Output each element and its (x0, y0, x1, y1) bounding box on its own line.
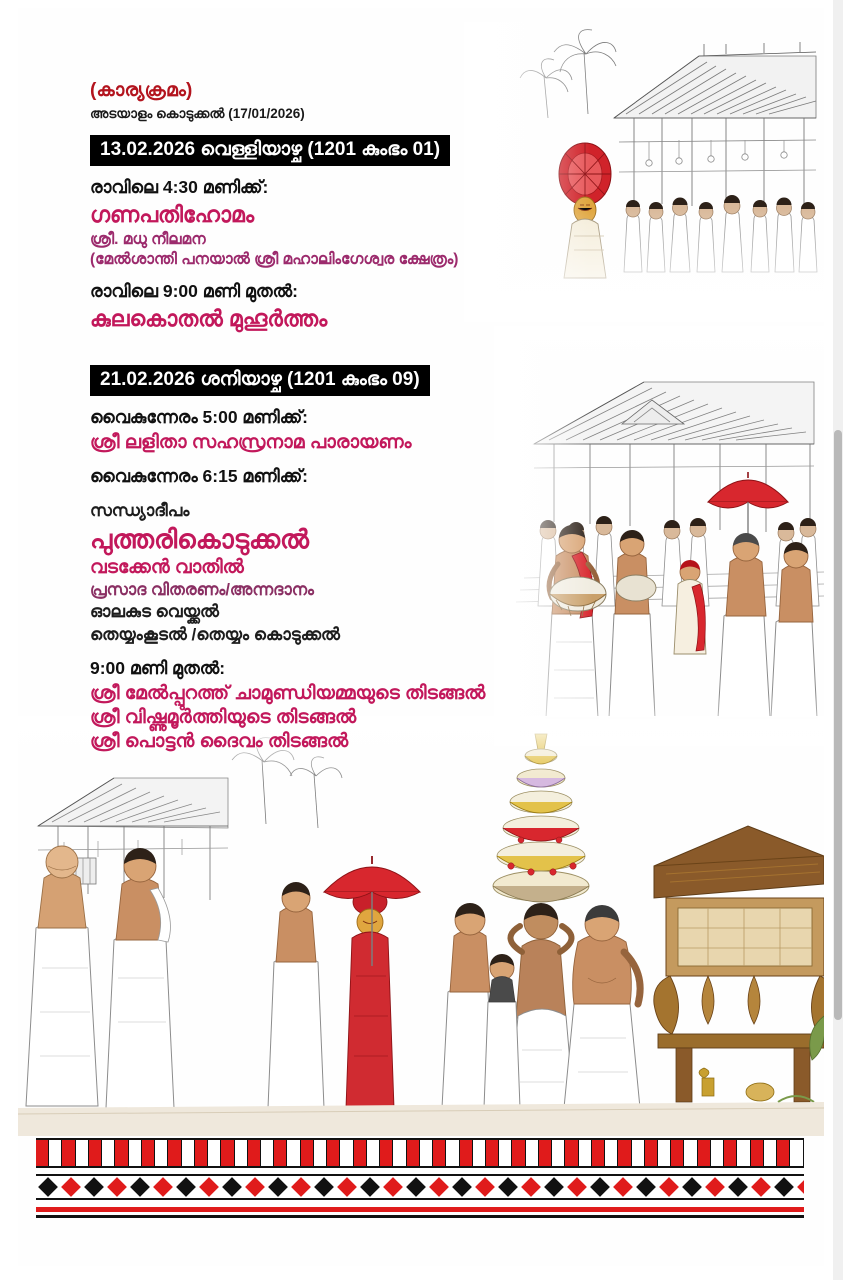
border-diamond (613, 1177, 633, 1197)
day2-event-prasada-vitharanam: പ്രസാദ വിതരണം/അന്നദാനം (90, 581, 314, 599)
border-stripe (340, 1140, 353, 1166)
border-diamond (268, 1177, 288, 1197)
day2-event-olakuda: ഓലകുട വെയ്ക്കൽ (90, 602, 219, 621)
day1-priest-name: ശ്രീ. മധു നീലമന (90, 231, 206, 248)
border-stripe (89, 1140, 102, 1166)
border-diamond (567, 1177, 587, 1197)
border-stripe (486, 1140, 499, 1166)
border-stripe (155, 1140, 168, 1166)
border-stripe (261, 1140, 274, 1166)
border-stripe (565, 1140, 578, 1166)
day2-event-sandhyadeepam: സന്ധ്യാദീപം (90, 501, 190, 520)
day2-event-theyyamkoodal: തെയ്യംകൂടൽ /തെയ്യം കൊടുക്കൽ (90, 625, 340, 644)
border-diamond (705, 1177, 725, 1197)
border-stripe (473, 1140, 486, 1166)
day1-priest-temple: (മേൽശാന്തി പനയാൽ ശ്രീ മഹാലിംഗേശ്വര ക്ഷേത്രം) (90, 251, 459, 268)
border-stripe (354, 1140, 367, 1166)
border-stripe (129, 1140, 142, 1166)
border-diamond (659, 1177, 679, 1197)
border-stripe (671, 1140, 684, 1166)
day2-event-chamundi-thidangal: ശ്രീ മേൽപ്പുറത്ത് ചാമുണ്ഡിയമ്മയുടെ തിടങ്ങൽ (90, 683, 486, 704)
border-diamond (452, 1177, 472, 1197)
border-stripe (645, 1140, 658, 1166)
border-stripe (632, 1140, 645, 1166)
border-stripe (777, 1140, 790, 1166)
program-text-column (90, 80, 560, 755)
border-rule-row (36, 1207, 804, 1219)
border-stripe (142, 1140, 155, 1166)
border-stripe (658, 1140, 671, 1166)
border-diamond (130, 1177, 150, 1197)
day-block-1 (90, 135, 560, 332)
border-diamond (360, 1177, 380, 1197)
border-stripe (711, 1140, 724, 1166)
border-stripe (552, 1140, 565, 1166)
border-stripe (605, 1140, 618, 1166)
border-diamond (291, 1177, 311, 1197)
illustration-theyyam-umbrella-sketch (18, 716, 824, 1136)
border-rule-black (36, 1215, 804, 1218)
border-stripe (115, 1140, 128, 1166)
border-stripe (526, 1140, 539, 1166)
border-stripe (367, 1140, 380, 1166)
border-stripe (539, 1140, 552, 1166)
border-diamond (682, 1177, 702, 1197)
border-stripe (182, 1140, 195, 1166)
border-stripe (420, 1140, 433, 1166)
vertical-scrollbar-thumb[interactable] (834, 430, 842, 1020)
date-bar-1: 13.02.2026 വെള്ളിയാഴ്ച (1201 കുംഭം 01) (90, 135, 450, 166)
border-stripe (433, 1140, 446, 1166)
border-stripe (790, 1140, 803, 1166)
day-block-2 (90, 365, 560, 753)
border-stripe (380, 1140, 393, 1166)
border-stripe (751, 1140, 764, 1166)
border-stripe (287, 1140, 300, 1166)
border-stripe (195, 1140, 208, 1166)
border-diamond (107, 1177, 127, 1197)
border-stripe (76, 1140, 89, 1166)
border-stripe (62, 1140, 75, 1166)
poster-sheet (18, 8, 824, 1266)
border-diamond (222, 1177, 242, 1197)
day2-event-pottan-daivam-thidangal: ശ്രീ പൊട്ടൻ ദൈവം തിടങ്ങൽ (90, 731, 349, 752)
border-diamond (728, 1177, 748, 1197)
border-stripe (235, 1140, 248, 1166)
day2-event-lalitha-sahasranama: ശ്രീ ലളിതാ സഹസ്രനാമ പാരായണം (90, 432, 412, 453)
border-diamond (751, 1177, 771, 1197)
border-stripe (36, 1140, 49, 1166)
border-diamond (337, 1177, 357, 1197)
border-diamond (153, 1177, 173, 1197)
border-stripe (314, 1140, 327, 1166)
border-diamond (406, 1177, 426, 1197)
border-diamond (61, 1177, 81, 1197)
border-diamond (521, 1177, 541, 1197)
border-diamond (475, 1177, 495, 1197)
border-diamond (797, 1177, 804, 1197)
border-stripe (446, 1140, 459, 1166)
day1-time-1: രാവിലെ 4:30 മണിക്ക്: (90, 177, 269, 197)
day1-event-ganapathihomam: ഗണപതിഹോമം (90, 202, 255, 227)
decorative-border (36, 1138, 804, 1230)
border-diamond (314, 1177, 334, 1197)
program-heading: (കാര്യക്രമം) (90, 80, 193, 101)
day2-time-2: വൈകുന്നേരം 6:15 മണിക്ക്: (90, 466, 308, 486)
date-bar-2: 21.02.2026 ശനിയാഴ്ച (1201 കുംഭം 09) (90, 365, 430, 396)
border-stripe (102, 1140, 115, 1166)
border-stripe (168, 1140, 181, 1166)
border-diamond (84, 1177, 104, 1197)
border-stripe (592, 1140, 605, 1166)
border-diamond (774, 1177, 794, 1197)
day2-event-vishnumoorthi-thidangal: ശ്രീ വിഷ്ണുമൂർത്തിയുടെ തിടങ്ങൽ (90, 707, 357, 728)
border-stripe (618, 1140, 631, 1166)
border-diamond (38, 1177, 58, 1197)
border-diamond (199, 1177, 219, 1197)
border-diamond (590, 1177, 610, 1197)
border-diamond (245, 1177, 265, 1197)
border-stripe (208, 1140, 221, 1166)
border-diamond (544, 1177, 564, 1197)
border-diamond (498, 1177, 518, 1197)
border-stripe (698, 1140, 711, 1166)
border-diamond (429, 1177, 449, 1197)
border-diamond (176, 1177, 196, 1197)
border-stripe-row (36, 1138, 804, 1168)
border-stripe (393, 1140, 406, 1166)
border-diamond (383, 1177, 403, 1197)
border-stripe (407, 1140, 420, 1166)
border-stripe (327, 1140, 340, 1166)
border-stripe (737, 1140, 750, 1166)
border-stripe (764, 1140, 777, 1166)
day2-event-vadakken-vathil: വടക്കേൻ വാതിൽ (90, 557, 244, 578)
border-stripe (301, 1140, 314, 1166)
vertical-scrollbar-track[interactable] (833, 0, 843, 1280)
day2-time-1: വൈകുന്നേരം 5:00 മണിക്ക്: (90, 407, 308, 427)
border-stripe (684, 1140, 697, 1166)
border-rule-red (36, 1207, 804, 1212)
border-stripe (460, 1140, 473, 1166)
border-stripe (724, 1140, 737, 1166)
border-stripe (248, 1140, 261, 1166)
border-stripe (579, 1140, 592, 1166)
border-stripe (499, 1140, 512, 1166)
border-stripe (49, 1140, 62, 1166)
day1-time-2: രാവിലെ 9:00 മണി മുതൽ: (90, 281, 298, 301)
adayalam-note: അടയാളം കൊടുക്കൽ (17/01/2026) (90, 106, 305, 121)
border-diamond (636, 1177, 656, 1197)
border-stripe (512, 1140, 525, 1166)
day1-event-kulakothal: കുലകൊതൽ മുഹൂർത്തം (90, 306, 328, 331)
border-diamond-row (36, 1174, 804, 1200)
border-stripe (274, 1140, 287, 1166)
border-stripe (221, 1140, 234, 1166)
day2-event-puthari-kodukkal: പുത്തരികൊടുക്കൽ (90, 524, 310, 554)
day2-time-3: 9:00 മണി മുതൽ: (90, 658, 226, 678)
